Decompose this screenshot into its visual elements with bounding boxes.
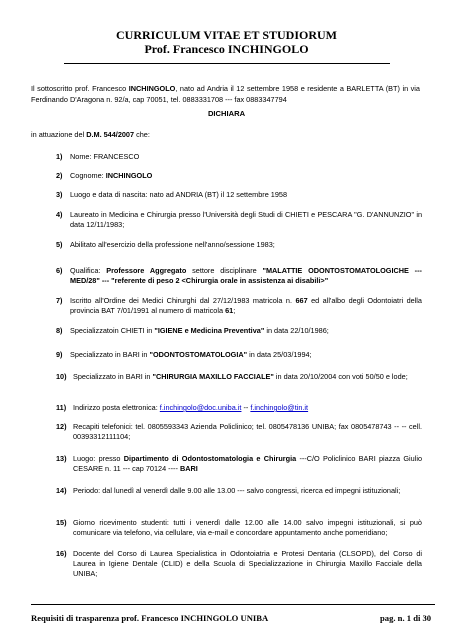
dichiara-heading: DICHIARA (207, 109, 246, 118)
item-number: 12) (56, 422, 67, 431)
item-text-separator: -- (241, 403, 251, 412)
item-text-a: Iscritto all'Ordine dei Medici Chirurghi dal 27/12/1983 matricola n. (70, 296, 296, 305)
item-text: Recapiti telefonici: tel. 0805593343 Azienda Policlinico; tel. 0805478136 UNIBA; fax 0805478743 -- -- cell. 00393312111104; (73, 422, 422, 441)
item-text-b: "CHIRURGIA MAXILLO FACCIALE" (152, 372, 274, 381)
item-number: 4) (56, 210, 63, 219)
item-text-b: INCHINGOLO (105, 171, 153, 180)
document-title: CURRICULUM VITAE ET STUDIORUM (115, 28, 338, 42)
item-text (73, 372, 422, 382)
item-text-b: "ODONTOSTOMATOLOGIA" (149, 350, 248, 359)
item-number: 2) (56, 171, 63, 180)
intro-text-pre: Il sottoscritto prof. Francesco (31, 84, 129, 93)
item-number: 16) (56, 549, 67, 558)
item-text-c: ed all'albo degli Odontoiatri della provincia BAT 7/01/1991 al numero di matricola (70, 296, 422, 315)
item-text-e: ; (233, 306, 236, 315)
item-number: 5) (56, 240, 63, 249)
attuazione-dm: D.M. 544/2007 (86, 130, 135, 139)
item-text: Laureato in Medicina e Chirurgia presso l'Università degli Studi di CHIETI e PESCARA "G. D'ANNUNZIO" in data 12/11/1983; (70, 210, 422, 229)
item-text-c: in data 25/03/1994; (247, 350, 312, 359)
item-text: Luogo e data di nascita: nato ad ANDRIA (BT) il 12 settembre 1958 (70, 190, 288, 199)
item-text-b: Dipartimento di Odontostomatologia e Chirurgia (123, 454, 297, 463)
item-text-a: Indirizzo posta elettronica: (73, 403, 160, 412)
item-text-c: settore disciplinare (186, 266, 263, 275)
item-text-b: Professore Aggregato (106, 266, 187, 275)
item-number: 11) (56, 403, 67, 412)
item-number: 13) (56, 454, 67, 463)
page-number: pag. n. 1 di 30 (380, 613, 432, 623)
item-number: 10) (56, 372, 67, 381)
title-divider (64, 63, 390, 64)
intro-text-post: , nato ad Andria il 12 settembre 1958 e residente a BARLETTA (BT) in via Ferdinando D'Aragona n. 92/a, cap 70051, tel. 0883331708 --- fax 0883347794 (31, 84, 420, 104)
item-text: Giorno ricevimento studenti: tutti i venerdì dalle 12.00 alle 14.00 salvo impegni istituzionali, si può comunicare via telefono, via cellulare, via e-mail e concordare appuntamento anche pomeridiano; (73, 518, 422, 537)
item-text-a: Cognome: (70, 171, 106, 180)
intro-paragraph (31, 83, 420, 105)
item-number: 3) (56, 190, 63, 199)
item-text-c: in data 20/10/2004 con voti 50/50 e lode; (273, 372, 408, 381)
item-number: 6) (56, 266, 63, 275)
item-number: 1) (56, 152, 63, 161)
item-text (70, 296, 422, 316)
item-text (70, 326, 422, 336)
item-text (73, 403, 422, 413)
document-subtitle: Prof. Francesco INCHINGOLO (144, 42, 309, 56)
item-text-a: Specializzato in BARI in (70, 350, 150, 359)
item-text-b: 667 (295, 296, 308, 305)
email-link-doc[interactable]: f.inchingolo@doc.uniba.it (159, 403, 242, 412)
footer-divider (31, 604, 435, 605)
item-number: 15) (56, 518, 67, 527)
attuazione-line (31, 130, 150, 139)
item-text: Docente del Corso di Laurea Specialistica in Odontoiatria e Protesi Dentaria (CLSOPD), del Corso di Laurea in Igiene Dentale (CLID) e della Scuola di Specializzazione in Chirurgia Maxillo Facciale della UNIBA; (73, 549, 422, 578)
item-text: Periodo: dal lunedì al venerdì dalle 9.00 alle 13.00 --- salvo congressi, ricerca ed impegni istituzionali; (73, 486, 401, 495)
item-text-a: Luogo: presso (73, 454, 124, 463)
attuazione-post: che: (134, 130, 150, 139)
item-text-d: "MALATTIE ODONTOSTOMATOLOGICHE --- MED/28" --- "referente di peso 2 <Chirurgia orale in assistenza ai disabili>" (70, 266, 422, 285)
item-text: Nome: FRANCESCO (70, 152, 140, 161)
item-text: Abilitato all'esercizio della professione nell'anno/sessione 1983; (70, 240, 275, 249)
item-number: 14) (56, 486, 67, 495)
item-text (70, 171, 422, 181)
item-text-b: "IGIENE e Medicina Preventiva" (154, 326, 265, 335)
item-text-a: Specializzatoin CHIETI in (70, 326, 155, 335)
item-text-d: 61 (225, 306, 234, 315)
item-number: 9) (56, 350, 63, 359)
email-link-tin[interactable]: f.inchingolo@tin.it (250, 403, 309, 412)
item-text-c: ---C/O Policlinico BARI piazza Giulio CESARE n. 11 --- cap 70124 ---- (73, 454, 423, 473)
item-text-a: Qualifica: (70, 266, 107, 275)
attuazione-pre: in attuazione del (31, 130, 87, 139)
item-text (70, 266, 422, 286)
item-text (70, 350, 422, 360)
item-text-a: Specializzato in BARI in (73, 372, 153, 381)
item-number: 7) (56, 296, 63, 305)
footer-title: Requisiti di trasparenza prof. Francesco INCHINGOLO UNIBA (31, 613, 269, 623)
item-number: 8) (56, 326, 63, 335)
intro-surname: INCHINGOLO (128, 84, 176, 93)
item-text-c: in data 22/10/1986; (264, 326, 329, 335)
item-text-d: BARI (179, 464, 198, 473)
item-text (73, 454, 422, 474)
